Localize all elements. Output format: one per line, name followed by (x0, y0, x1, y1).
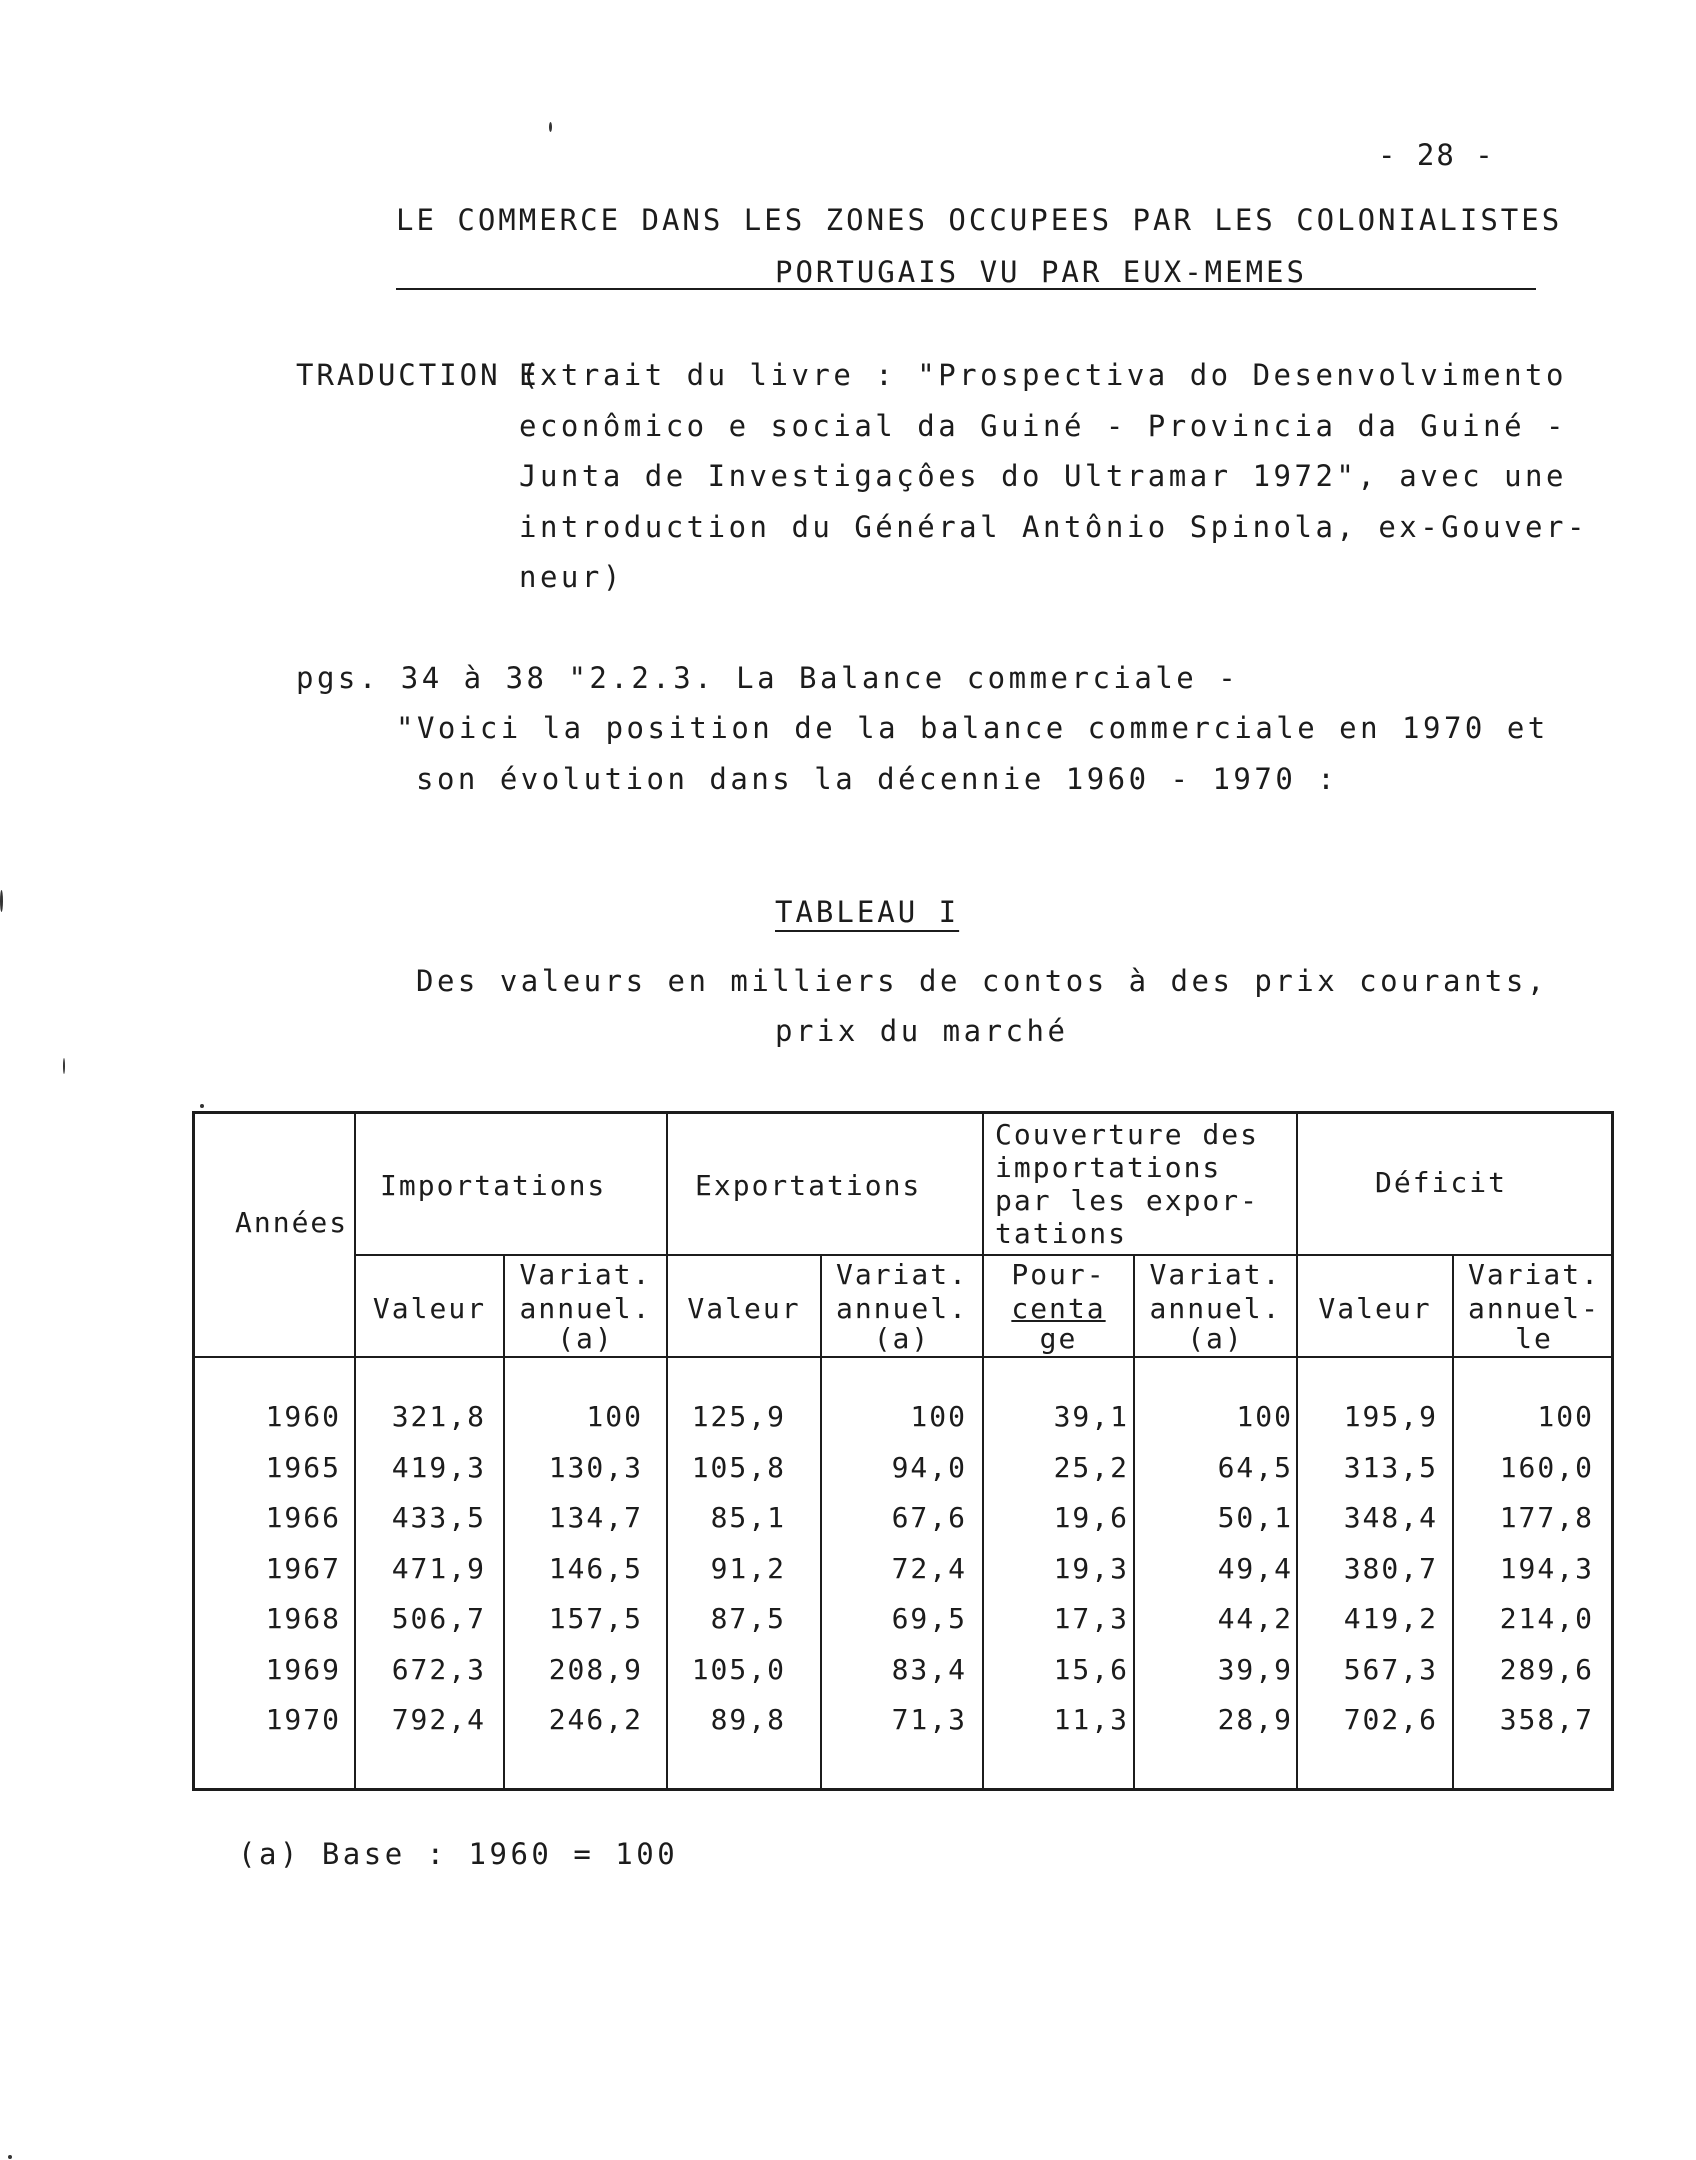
traduction-line: Junta de Investigaçôes do Ultramar 1972", avec une (519, 459, 1567, 493)
scan-speck (8, 2155, 12, 2159)
cell-export-valeur: 105,0 (691, 1652, 786, 1686)
cell-deficit-variat: 177,8 (1499, 1501, 1594, 1534)
subheader-pourcentage: Pour- (1011, 1258, 1106, 1291)
cell-couverture-variat: 44,2 (1217, 1602, 1293, 1635)
document-title-line2: PORTUGAIS VU PAR EUX-MEMES (775, 255, 1307, 289)
cell-export-valeur: 85,1 (710, 1501, 786, 1534)
pages-reference-line: "Voici la position de la balance commerciale en 1970 et (396, 711, 1549, 745)
title-underline (396, 288, 1536, 290)
header-couverture: Couverture des (995, 1118, 1260, 1151)
cell-import-valeur: 506,7 (391, 1602, 486, 1635)
subheader-variat: annuel. (519, 1292, 652, 1325)
cell-couverture-variat: 39,9 (1217, 1652, 1293, 1686)
header-couverture: importations (995, 1151, 1222, 1184)
cell-annee: 1970 (265, 1703, 341, 1736)
subheader-valeur: Valeur (687, 1292, 801, 1325)
cell-deficit-variat: 358,7 (1499, 1703, 1594, 1736)
cell-annee: 1960 (265, 1400, 341, 1433)
cell-import-valeur: 321,8 (391, 1400, 486, 1433)
cell-couverture-variat: 50,1 (1217, 1501, 1293, 1534)
cell-deficit-variat: 214,0 (1499, 1602, 1594, 1635)
pages-reference-line: pgs. 34 à 38 "2.2.3. La Balance commerciale - (296, 661, 1240, 695)
header-annees: Années (235, 1206, 349, 1239)
cell-import-valeur: 433,5 (391, 1501, 486, 1534)
cell-deficit-variat: 289,6 (1499, 1652, 1594, 1686)
cell-export-variat: 67,6 (891, 1501, 967, 1534)
traduction-label: TRADUCTION ( (296, 358, 542, 392)
document-title-line1: LE COMMERCE DANS LES ZONES OCCUPEES PAR LES COLONIALISTES (396, 203, 1563, 237)
cell-import-variat: 146,5 (548, 1551, 643, 1585)
table-subtitle: Des valeurs en milliers de contos à des prix courants, (416, 964, 1548, 998)
subheader-variat: annuel. (835, 1292, 968, 1325)
cell-export-variat: 100 (910, 1400, 967, 1433)
traduction-line: introduction du Général Antônio Spinola, ex-Gouver- (519, 510, 1588, 544)
cell-import-variat: 134,7 (548, 1501, 643, 1534)
subheader-variat: le (1515, 1322, 1553, 1355)
cell-couverture-variat: 100 (1236, 1400, 1293, 1433)
cell-couverture-pct: 19,3 (1053, 1551, 1129, 1585)
cell-export-variat: 83,4 (891, 1652, 967, 1686)
cell-import-valeur: 672,3 (391, 1652, 486, 1686)
cell-couverture-variat: 64,5 (1217, 1450, 1293, 1484)
subheader-variat: (a) (873, 1322, 931, 1355)
cell-deficit-variat: 194,3 (1499, 1551, 1594, 1585)
subheader-variat: Variat. (835, 1258, 968, 1291)
cell-export-variat: 69,5 (891, 1602, 967, 1635)
cell-deficit-valeur: 348,4 (1343, 1501, 1438, 1534)
cell-deficit-valeur: 419,2 (1343, 1602, 1438, 1635)
subheader-pourcentage: ge (1039, 1322, 1078, 1355)
cell-export-valeur: 125,9 (691, 1400, 786, 1433)
balance-table (192, 1111, 1614, 1791)
traduction-line: Extrait du livre : "Prospectiva do Desenvolvimento (519, 358, 1567, 392)
cell-deficit-valeur: 195,9 (1343, 1400, 1438, 1433)
subheader-valeur: Valeur (372, 1292, 487, 1325)
cell-import-variat: 157,5 (548, 1602, 643, 1635)
scan-speck (549, 122, 552, 132)
cell-couverture-variat: 49,4 (1217, 1551, 1293, 1585)
pages-reference-line: son évolution dans la décennie 1960 - 1970 : (416, 762, 1339, 796)
header-exportations: Exportations (695, 1169, 922, 1202)
cell-couverture-pct: 15,6 (1053, 1652, 1129, 1686)
traduction-line: neur) (519, 560, 624, 594)
cell-export-variat: 94,0 (891, 1450, 967, 1484)
table-title: TABLEAU I (775, 895, 960, 929)
header-rule (195, 1356, 1611, 1358)
cell-couverture-variat: 28,9 (1217, 1703, 1293, 1736)
cell-export-valeur: 89,8 (710, 1703, 786, 1736)
cell-couverture-pct: 19,6 (1053, 1501, 1129, 1534)
header-deficit: Déficit (1375, 1166, 1508, 1199)
cell-import-valeur: 419,3 (391, 1450, 486, 1484)
cell-couverture-pct: 25,2 (1053, 1450, 1129, 1484)
cell-deficit-variat: 160,0 (1499, 1450, 1594, 1484)
header-importations: Importations (380, 1169, 607, 1202)
cell-import-variat: 100 (586, 1400, 643, 1433)
cell-couverture-pct: 17,3 (1053, 1602, 1129, 1635)
subheader-variat: Variat. (519, 1258, 652, 1291)
cell-import-variat: 130,3 (548, 1450, 643, 1484)
table-subtitle: prix du marché (775, 1014, 1069, 1048)
cell-import-valeur: 792,4 (391, 1703, 486, 1736)
header-couverture: tations (995, 1217, 1128, 1250)
cell-import-variat: 208,9 (548, 1652, 643, 1686)
scan-speck (0, 890, 3, 912)
subheader-variat: annuel. (1149, 1292, 1282, 1325)
cell-export-valeur: 87,5 (710, 1602, 786, 1635)
subheader-pourcentage: centa (1011, 1292, 1106, 1325)
cell-annee: 1966 (265, 1501, 341, 1534)
cell-annee: 1969 (265, 1652, 341, 1686)
cell-deficit-valeur: 380,7 (1343, 1551, 1438, 1585)
cell-export-valeur: 105,8 (691, 1450, 786, 1484)
cell-deficit-valeur: 567,3 (1343, 1652, 1438, 1686)
cell-annee: 1965 (265, 1450, 341, 1484)
scan-speck (200, 1104, 204, 1108)
cell-couverture-pct: 11,3 (1053, 1703, 1129, 1736)
cell-export-valeur: 91,2 (710, 1551, 786, 1585)
cell-deficit-valeur: 313,5 (1343, 1450, 1438, 1484)
page-number: - 28 - (1378, 138, 1495, 172)
table-footnote: (a) Base : 1960 = 100 (238, 1837, 679, 1871)
subheader-variat: (a) (557, 1322, 614, 1355)
cell-deficit-variat: 100 (1537, 1400, 1594, 1433)
cell-export-variat: 72,4 (891, 1551, 967, 1585)
header-rule (354, 1254, 1611, 1256)
subheader-variat: (a) (1187, 1322, 1244, 1355)
header-couverture: par les expor- (995, 1184, 1260, 1217)
subheader-variat: Variat. (1149, 1258, 1282, 1291)
subheader-variat: annuel- (1467, 1292, 1600, 1325)
subheader-variat: Variat. (1467, 1258, 1600, 1291)
cell-couverture-pct: 39,1 (1053, 1400, 1129, 1433)
cell-deficit-valeur: 702,6 (1343, 1703, 1438, 1736)
scan-speck (63, 1058, 65, 1074)
cell-import-valeur: 471,9 (391, 1551, 486, 1585)
traduction-line: econômico e social da Guiné - Provincia da Guiné - (519, 409, 1567, 443)
cell-import-variat: 246,2 (548, 1703, 643, 1736)
cell-annee: 1967 (265, 1551, 341, 1585)
cell-annee: 1968 (265, 1602, 341, 1635)
subheader-valeur: Valeur (1318, 1292, 1432, 1325)
cell-export-variat: 71,3 (891, 1703, 967, 1736)
